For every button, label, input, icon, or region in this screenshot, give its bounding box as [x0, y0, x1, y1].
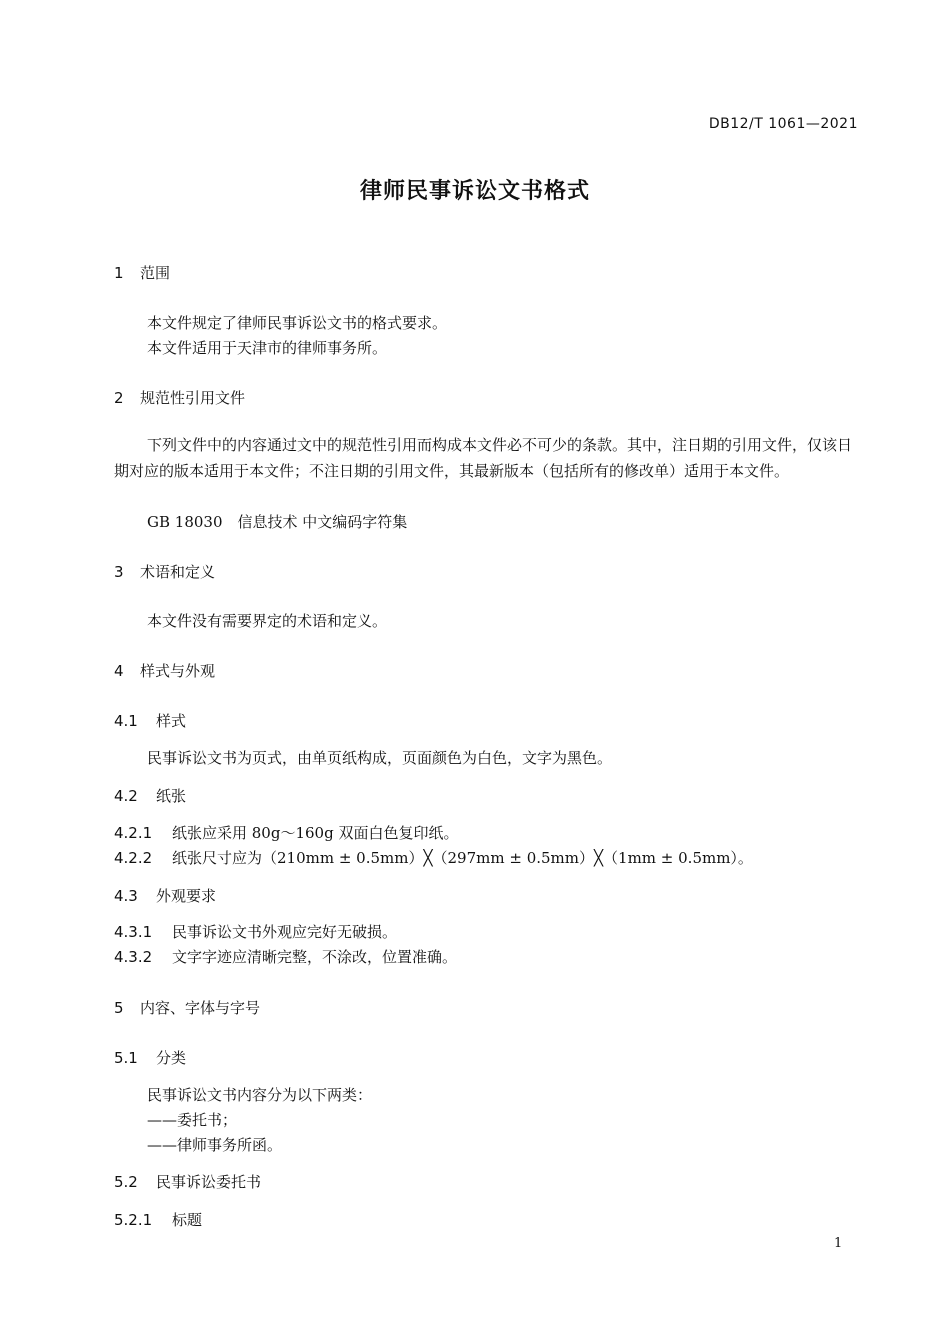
normative-reference: GB 18030 信息技术 中文编码字符集: [147, 513, 408, 531]
section-3-heading: [114, 561, 215, 582]
subsection-number: 4.1: [114, 712, 138, 730]
section-title: 范围: [140, 264, 171, 282]
subsection-4-1-heading: [114, 710, 186, 731]
clause-4-3-2: [114, 946, 457, 967]
clause-5-2-1-heading: [114, 1209, 202, 1230]
subsection-number: 5.1: [114, 1049, 138, 1067]
clause-title: 标题: [172, 1211, 203, 1229]
section-3-paragraph: 本文件没有需要界定的术语和定义。: [147, 612, 388, 630]
clause-text: 民事诉讼文书外观应完好无破损。: [172, 923, 398, 941]
section-2-heading: [114, 387, 245, 408]
subsection-5-2-heading: [114, 1171, 261, 1192]
section-1-paragraph-2: 本文件适用于天津市的律师事务所。: [147, 339, 388, 357]
subsection-title: 民事诉讼委托书: [156, 1173, 262, 1191]
clause-4-2-2: [114, 847, 753, 868]
section-title: 规范性引用文件: [140, 389, 246, 407]
section-number: 3: [114, 563, 124, 581]
subsection-number: 5.2: [114, 1173, 138, 1191]
section-number: 2: [114, 389, 124, 407]
subsection-number: 4.3: [114, 887, 138, 905]
subsection-title: 分类: [156, 1049, 187, 1067]
section-title: 内容、字体与字号: [140, 999, 261, 1017]
list-item: ——委托书；: [147, 1111, 238, 1129]
clause-number: 4.3.1: [114, 923, 153, 941]
section-number: 1: [114, 264, 124, 282]
subsection-5-1-heading: [114, 1047, 186, 1068]
section-number: 4: [114, 662, 124, 680]
section-5-heading: [114, 997, 260, 1018]
clause-text: 文字字迹应清晰完整，不涂改，位置准确。: [172, 948, 458, 966]
section-4-heading: [114, 660, 215, 681]
list-item: ——律师事务所函。: [147, 1136, 283, 1154]
subsection-5-1-paragraph: 民事诉讼文书内容分为以下两类：: [147, 1086, 373, 1104]
subsection-title: 纸张: [156, 787, 187, 805]
subsection-4-2-heading: [114, 785, 186, 806]
document-title: 律师民事诉讼文书格式: [359, 179, 590, 204]
subsection-number: 4.2: [114, 787, 138, 805]
section-1-paragraph-1: 本文件规定了律师民事诉讼文书的格式要求。: [147, 314, 448, 332]
clause-number: 4.2.1: [114, 824, 153, 842]
section-title: 术语和定义: [140, 563, 216, 581]
subsection-4-3-heading: [114, 885, 216, 906]
standard-code: DB12/T 1061—2021: [708, 116, 858, 132]
subsection-title: 样式: [156, 712, 187, 730]
section-number: 5: [114, 999, 124, 1017]
clause-number: 4.2.2: [114, 849, 153, 867]
page-number: 1: [834, 1236, 843, 1251]
clause-4-3-1: [114, 921, 397, 942]
clause-4-2-1: [114, 822, 458, 843]
subsection-title: 外观要求: [156, 887, 217, 905]
clause-text: 纸张应采用 80g～160g 双面白色复印纸。: [172, 824, 459, 842]
section-1-heading: [114, 262, 170, 283]
subsection-4-1-paragraph: 民事诉讼文书为页式，由单页纸构成，页面颜色为白色，文字为黑色。: [147, 749, 613, 767]
section-title: 样式与外观: [140, 662, 216, 680]
clause-text: 纸张尺寸应为（210mm ± 0.5mm）╳（297mm ± 0.5mm）╳（1mm ± 0.5mm）。: [172, 849, 753, 867]
clause-number: 5.2.1: [114, 1211, 153, 1229]
clause-number: 4.3.2: [114, 948, 153, 966]
section-2-paragraph: 下列文件中的内容通过文中的规范性引用而构成本文件必不可少的条款。其中，注日期的引用文件，仅该日期对应的版本适用于本文件；不注日期的引用文件，其最新版本（包括所有的修改单）适用于本文件。: [114, 436, 853, 480]
